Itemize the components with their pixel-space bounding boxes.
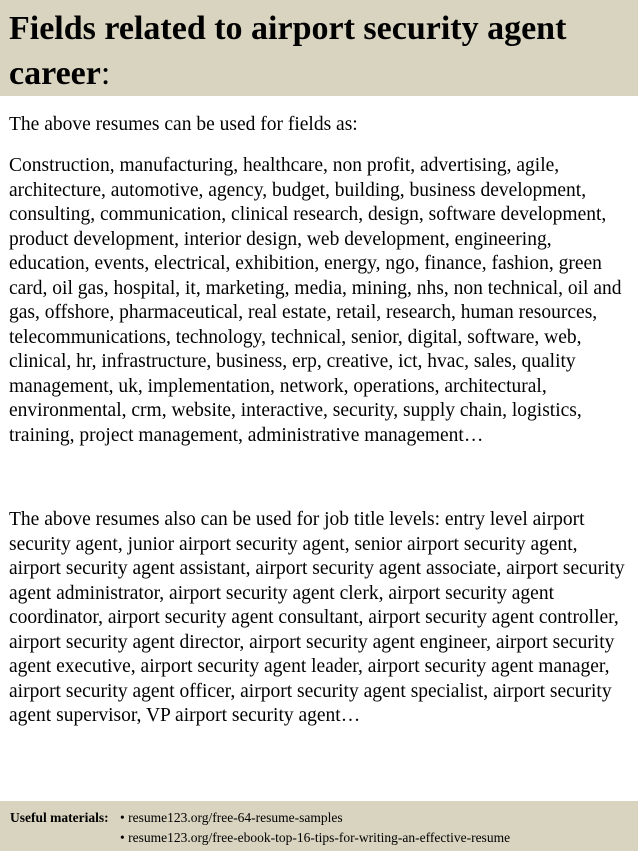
intro-text: The above resumes can be used for fields as:	[9, 114, 358, 135]
resource-link-resume-samples[interactable]: • resume123.org/free-64-resume-samples	[120, 810, 343, 825]
page-title	[9, 6, 629, 96]
useful-materials-links	[120, 808, 510, 848]
useful-materials-label-text: Useful materials	[10, 810, 105, 825]
fields-list: Construction, manufacturing, healthcare, non profit, advertising, agile, architecture, automotive, agency, budget, building, business development, consulting, communication, clinical research, design, software development, product development, interior design, web development, engineering, education, events, electrical, exhibition, energy, ngo, finance, fashion, green card, oil gas, hospital, it, marketing, media, mining, nhs, non technical, oil and gas, offshore, pharmaceutical, real estate, retail, research, human resources, telecommunications, technology, technical, senior, digital, software, web, clinical, hr, infrastructure, business, erp, creative, ict, hvac, sales, quality management, uk, implementation, network, operations, architectural, environmental, crm, website, interactive, security, supply chain, logistics, training, project management, administrative management…	[9, 155, 622, 446]
useful-materials-label-colon: :	[104, 810, 109, 825]
job-levels-text: The above resumes also can be used for job title levels: entry level airport security agent, junior airport security agent, senior airport security agent, airport security agent assistant, airport security agent associate, airport security agent administrator, airport security agent clerk, airport security agent coordinator, airport security agent consultant, airport security agent controller, airport security agent director, airport security agent engineer, airport security agent executive, airport security agent leader, airport security agent manager, airport security agent officer, airport security agent specialist, airport security agent supervisor, VP airport security agent…	[9, 509, 625, 726]
resource-link-ebook-tips[interactable]: • resume123.org/free-ebook-top-16-tips-for-writing-an-effective-resume	[120, 830, 511, 845]
page-title-text: Fields related to airport security agent career	[9, 10, 567, 92]
useful-materials-label	[10, 808, 109, 828]
page-title-colon: :	[100, 55, 111, 92]
